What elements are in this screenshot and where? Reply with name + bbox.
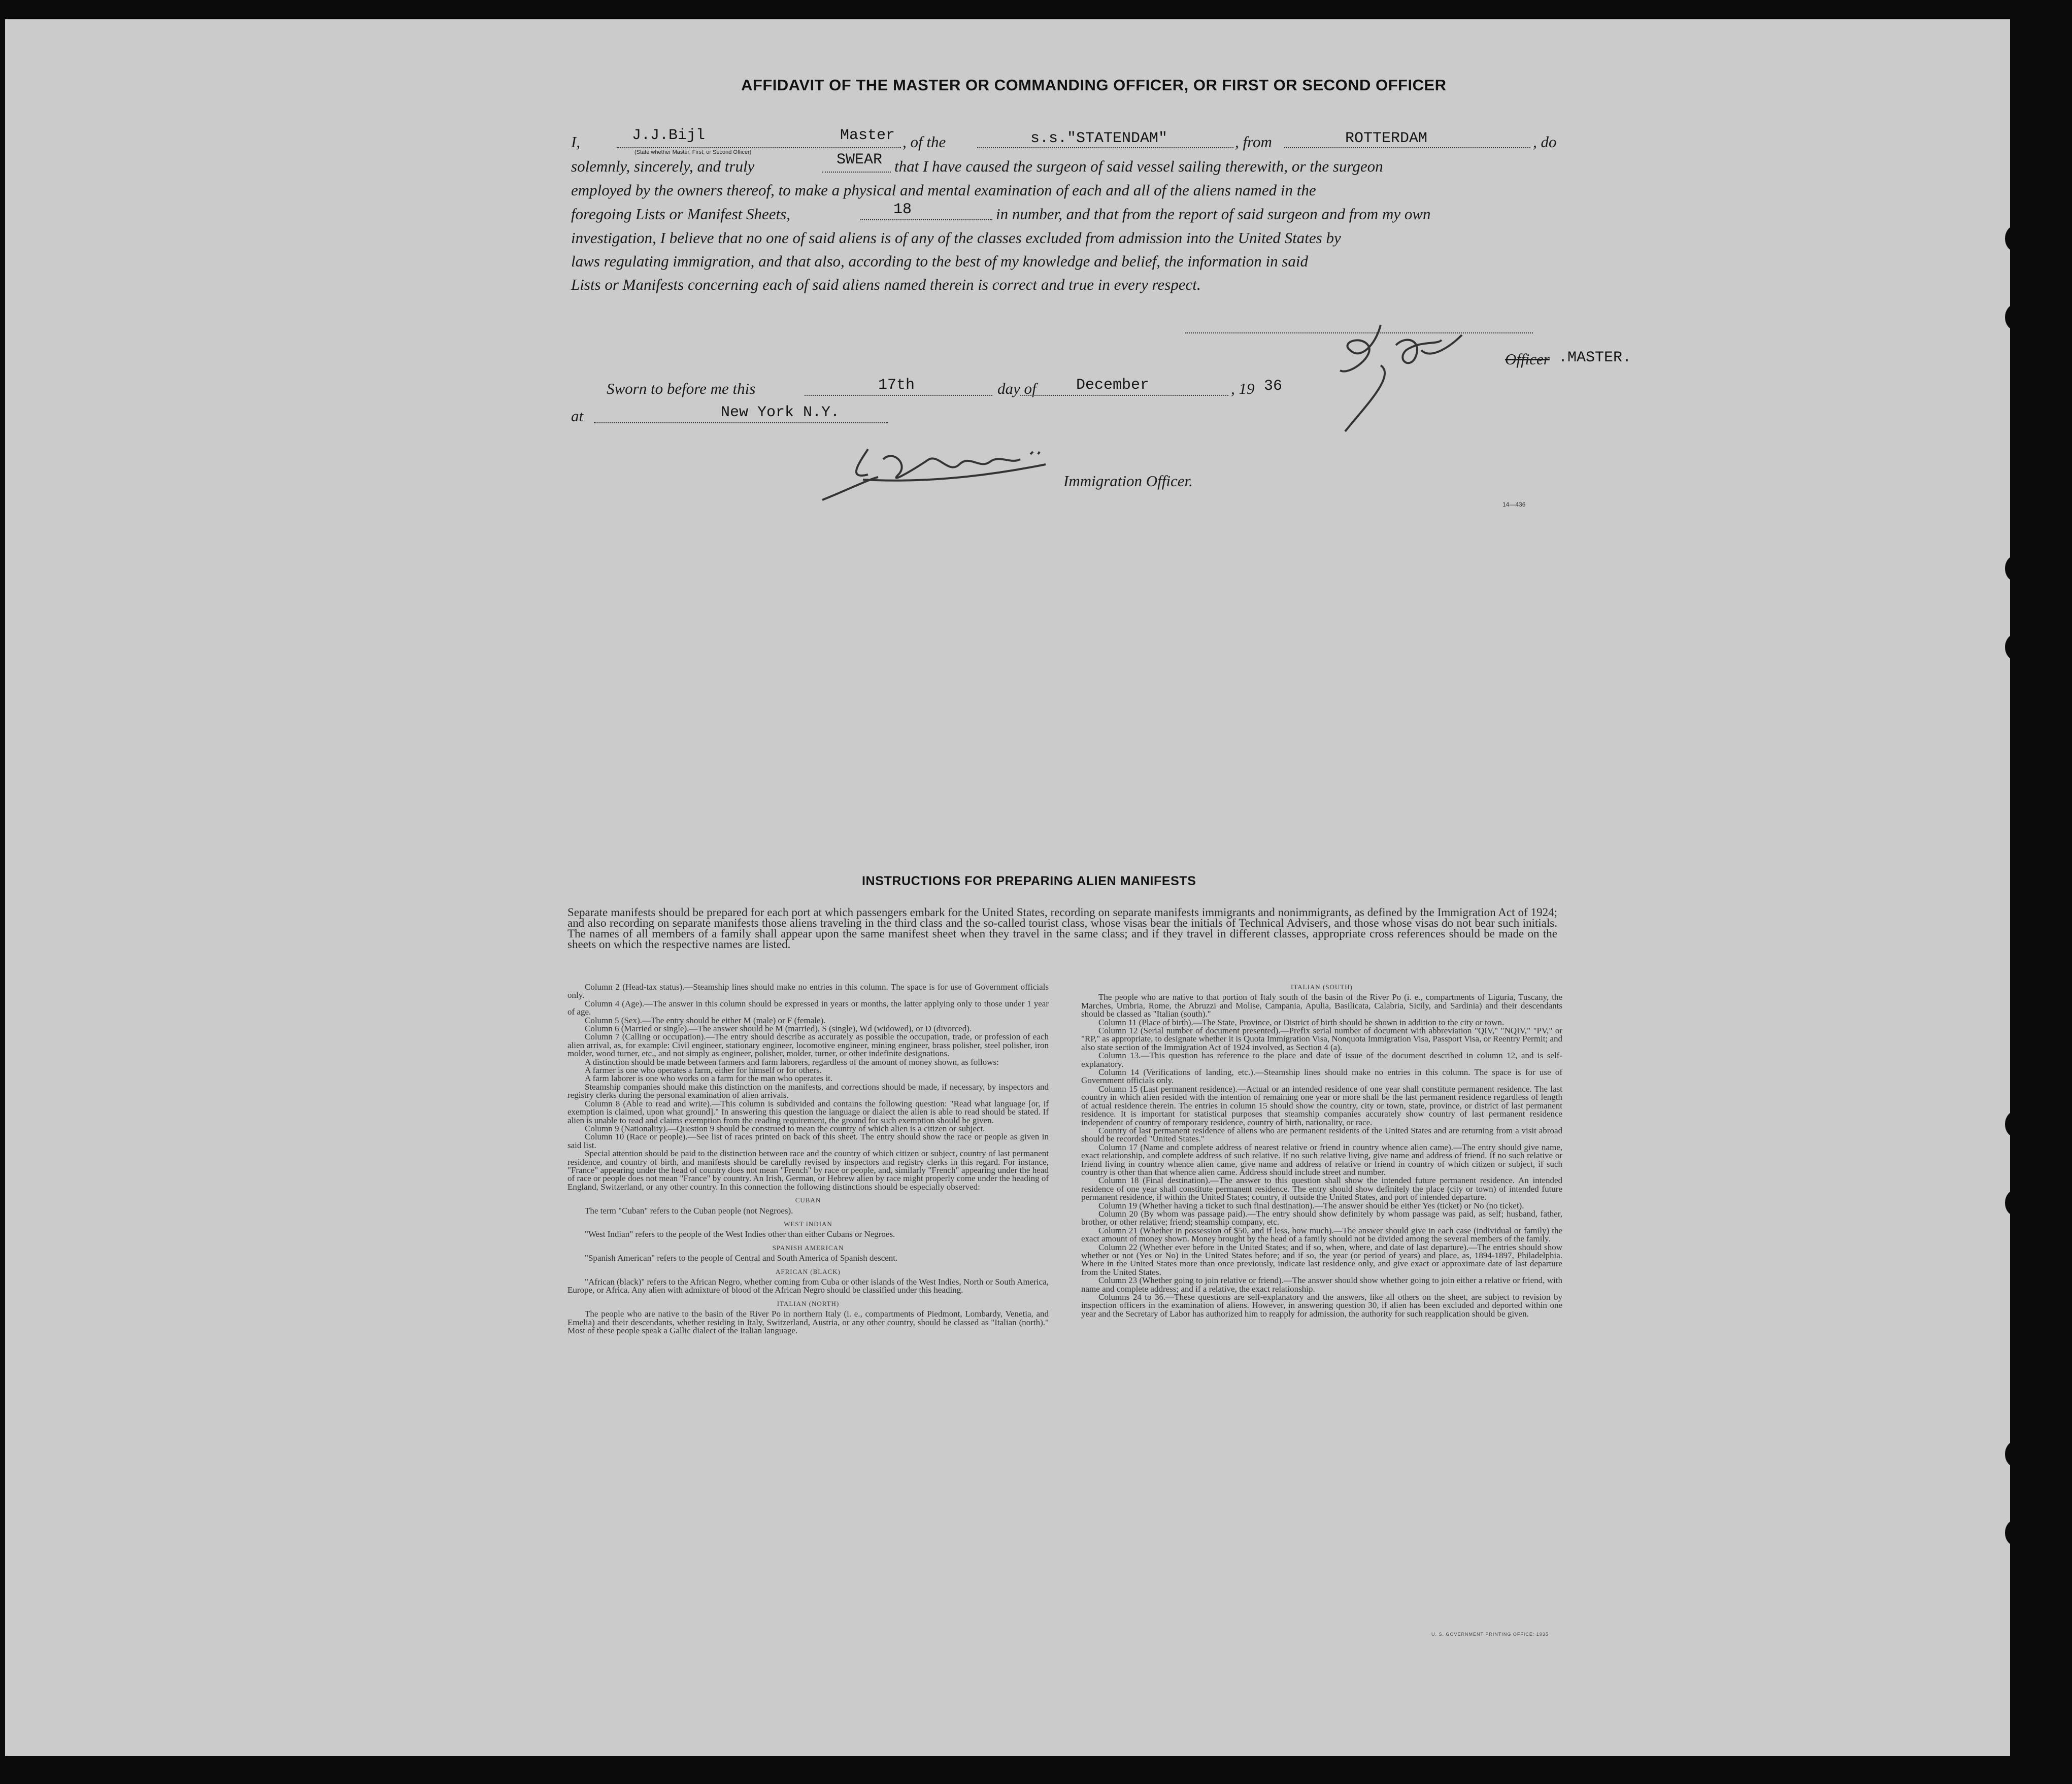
instruction-paragraph: "African (black)" refers to the African Negro, whether coming from Cuba or other islands of the West Indies, North or South America, Europe, or Africa. Any alien with admixture of blood of the African Negro should be classified under this heading. [567, 1277, 1049, 1295]
instruction-paragraph: Column 22 (Whether ever before in the United States; and if so, when, where, and date of last departure).—The entries should show whether or not (Yes or No) in the United States before; and if so, the year (or period of years) and place, as, 1894-1897, Philadelphia. Where in the United States more than once previously, indicate last residence only, and give exact or approximate date of last departure from the United States. [1081, 1242, 1562, 1277]
year-prefix: , 19 [1231, 380, 1255, 397]
instruction-paragraph: Column 2 (Head-tax status).—Steamship lines should make no entries in this column. The space is for use of Government officials only. [567, 982, 1049, 1000]
instruction-paragraph: Column 19 (Whether having a ticket to such final destination).—The answer should be either Yes (ticket) or No (no ticket). [1098, 1200, 1524, 1210]
affidavit-line-4b: in number, and that from the report of said surgeon and from my own [996, 205, 1431, 223]
instructions-title: INSTRUCTIONS FOR PREPARING ALIEN MANIFESTS [862, 874, 1196, 888]
instruction-paragraph: Columns 24 to 36.—These questions are self-explanatory and the answers, like all others on the sheet, are subject to revision by inspection officers in the examination of aliens. However, in answering question 30, if alien has been excluded and deported within one year and the Secretary of Labor has authorized him to reapply for admission, the authority for such reapplication should be given. [1081, 1292, 1562, 1319]
punch-hole [2005, 556, 2024, 581]
instruction-paragraph: Column 12 (Serial number of document presented).—Prefix serial number of document with abbreviation "QIV," "NQIV," "PV," or "RP," as appropriate, to designate whether it is Quota Immigration Visa, Nonquota Immigration Visa, Passport Visa, or Reentry Permit; and also state section of the Immigration Act of 1924 involved, as Section 4 (a). [1081, 1026, 1562, 1052]
sworn-month: December [1076, 377, 1150, 394]
instruction-paragraph: Column 20 (By whom was passage paid).—The entry should show definitely by whom passage was paid, as self; husband, father, brother, or other relative; friend; steamship company, etc. [1081, 1208, 1562, 1227]
punch-hole [2005, 1441, 2024, 1467]
master-signature [1320, 315, 1482, 447]
punch-hole [2005, 1112, 2024, 1137]
instruction-paragraph: Column 11 (Place of birth).—The State, Province, or District of birth should be shown in addition to the city or town. [1098, 1017, 1505, 1027]
instruction-paragraph: Column 10 (Race or people).—See list of races printed on back of this sheet. The entry should show the race or people as given in said list. [567, 1132, 1049, 1150]
instruction-paragraph: A farmer is one who operates a farm, either for himself or for others. [585, 1065, 822, 1075]
sworn-day: 17th [878, 377, 915, 394]
instruction-paragraph: Column 9 (Nationality).—Question 9 should be construed to mean the country of which alien is a citizen or subject. [585, 1123, 985, 1133]
instruction-paragraph: Column 21 (Whether in possession of $50, and if less, how much).—The answer should give in each case (individual or family) the exact amount of money shown. Money brought by the head of a family should not be divided among the several members of the family. [1081, 1225, 1562, 1244]
section-heading: SPANISH AMERICAN [772, 1243, 844, 1252]
instruction-paragraph: Steamship companies should make this distinction on the manifests, and corrections should be made, if necessary, by inspectors and registry clerks during the personal examination of alien arrivals. [567, 1082, 1049, 1100]
at-label: at [571, 407, 584, 425]
affidavit-line-2: that I have caused the surgeon of said vessel sailing therewith, or the surgeon [894, 157, 1383, 175]
instruction-paragraph: Column 15 (Last permanent residence).—Actual or an intended residence of one year shall constitute permanent residence. The last country in which alien resided with the intention of remaining one year or more shall be the last permanent residence regardless of length of actual residence therein. The entries in column 15 should show the country, city or town, state, province, or district of last permanent residence. It is important for statistical purposes that steamship companies accurately show country of last permanent residence independent of country of temporary residence, country of birth, nationality, or race. [1081, 1084, 1562, 1127]
instruction-paragraph: Column 7 (Calling or occupation).—The entry should describe as accurately as possible the occupation, trade, or profession of each alien arrival, as, for example: Civil engineer, stationary engineer, locomotive engineer, mining engineer, brass polisher, steel polisher, iron molder, wood turner, etc., and not simply as engineer, polisher, molder, turner, or other indefinite designations. [567, 1032, 1049, 1059]
instruction-paragraph: "West Indian" refers to the people of the West Indies other than either Cubans or Negroes. [585, 1229, 895, 1239]
affidavit-line-3: employed by the owners thereof, to make a physical and mental examination of each and all of the aliens named in the [571, 181, 1316, 199]
instruction-paragraph: "Spanish American" refers to the people of Central and South America of Spanish descent. [585, 1253, 898, 1263]
instruction-paragraph: Column 13.—This question has reference to the place and date of issue of the document described in column 12, and is self-explanatory. [1081, 1051, 1562, 1069]
instruction-paragraph: A distinction should be made between farmers and farm laborers, regardless of the amount of money shown, as follows: [585, 1057, 999, 1067]
rank-hint: (State whether Master, First, or Second Officer) [634, 149, 752, 155]
immigration-officer-signature [807, 434, 1101, 510]
punch-hole [2005, 226, 2024, 251]
oath-word: SWEAR [837, 151, 883, 169]
punch-hole [2005, 305, 2024, 330]
instruction-paragraph: Country of last permanent residence of aliens who are permanent residents of the United States and are returning from a visit abroad should be recorded "United States." [1081, 1125, 1562, 1144]
from-label: , from [1235, 133, 1272, 151]
instructions-right-column [1081, 983, 1562, 1318]
instruction-paragraph: Column 17 (Name and complete address of nearest relative or friend in country whence alien came).—The entry should give name, exact relationship, and complete address of such relative. If no such relative living, give name and address of friend. If no such relative or friend living in country whence alien came, give name and address of relative or friend in country of which citizen or subject, if such country is other than that whence alien came. Address should include street and number. [1081, 1142, 1562, 1177]
solemnly-text: solemnly, sincerely, and truly [571, 157, 755, 175]
vessel-name: s.s."STATENDAM" [1030, 130, 1168, 147]
instruction-paragraph: The people who are native to the basin of the River Po in northern Italy (i. e., compartments of Piedmont, Lombardy, Venetia, and Emelia) and their descendants, whether residing in Italy, Switzerland, Austria, or any other country, should be classed as "Italian (north)." Most of these people speak a Gallic dialect of the Italian language. [567, 1309, 1049, 1336]
sworn-year: 36 [1264, 378, 1283, 395]
instruction-paragraph: Column 18 (Final destination).—The answer to this question shall show the intended future permanent residence. An intended residence of one year shall constitute permanent residence. The entry should show definitely the place (city or town) of intended future permanent residence, if within the United States; country, if outside the United States, and port of intended departure. [1081, 1175, 1562, 1202]
of-the-label: , of the [903, 133, 946, 151]
instruction-paragraph: A farm laborer is one who works on a farm for the man who operates it. [585, 1073, 833, 1084]
instruction-paragraph: Column 8 (Able to read and write).—This column is subdivided and contains the following question: "Read what language [or, if exemption is claimed, upon what ground]." In answering this question the language or dialect the alien is able to read should be stated. If alien is unable to read and claims exemption from the reading requirement, the ground for such exemption should be given. [567, 1098, 1049, 1125]
punch-hole [2005, 1520, 2024, 1545]
instruction-paragraph: Column 23 (Whether going to join relative or friend).—The answer should show whether going to join either a relative or friend, with name and complete address; and if a relative, the exact relationship. [1081, 1275, 1562, 1294]
affidavit-title: AFFIDAVIT OF THE MASTER OR COMMANDING OFFICER, OR FIRST OR SECOND OFFICER [741, 76, 1447, 94]
sworn-label: Sworn to before me this [607, 380, 756, 397]
form-number: 14—436 [1502, 501, 1526, 508]
instructions-left-column [567, 983, 1049, 1335]
printer-imprint: U. S. GOVERNMENT PRINTING OFFICE: 1935 [1431, 1632, 1549, 1637]
section-heading: AFRICAN (BLACK) [775, 1267, 841, 1275]
section-heading: CUBAN [795, 1196, 821, 1204]
officer-title: .MASTER. [1558, 349, 1632, 366]
punch-hole [2005, 634, 2024, 660]
affidavit-line-7: Lists or Manifests concerning each of said aliens named therein is correct and true in every respect. [571, 276, 1201, 293]
section-heading: ITALIAN (SOUTH) [1291, 983, 1353, 991]
punch-hole [2005, 1190, 2024, 1216]
affidavit-line-4a: foregoing Lists or Manifest Sheets, [571, 205, 790, 223]
affidavit-line-5: investigation, I believe that no one of said aliens is of any of the classes excluded from admission into the United States by [571, 229, 1341, 247]
officer-rank: Master [840, 127, 895, 144]
instructions-intro: Separate manifests should be prepared for each port at which passengers embark for the United States, recording on separate manifests immigrants and nonimmigrants, as defined by the Immigration Act of 1924; and also recording on separate manifests those aliens traveling in the third class and the so-called tourist class, whose visas bear the initials of Technical Advisers, and those whose visas do not bear such initials. The names of all members of a family shall appear upon the same manifest sheet when they travel in the same class; and if they travel in different classes, appropriate cross references should be made on the sheets on which the respective names are listed. [567, 906, 1557, 951]
section-heading: ITALIAN (NORTH) [777, 1299, 840, 1307]
affidavit-line-6: laws regulating immigration, and that also, according to the best of my knowledge and belief, the information in said [571, 252, 1309, 270]
officer-name: J.J.Bijl [632, 127, 706, 144]
day-of-label: day of [997, 380, 1037, 397]
instruction-paragraph: Column 14 (Verifications of landing, etc.).—Steamship lines should make no entries in this column. The space is for use of Government officials only. [1081, 1067, 1562, 1086]
instruction-paragraph: The term "Cuban" refers to the Cuban people (not Negroes). [585, 1205, 793, 1216]
do-label: , do [1533, 133, 1557, 151]
instruction-paragraph: Special attention should be paid to the distinction between race and the country of which citizen or subject, country of last permanent residence, and country of birth, and manifests should be carefully revised by inspectors and registry clerks in this regard. For instance, "France" appearing under the head of country does not mean "French" by race or people, and, similarly "French" appearing under the head of race or people does not mean "France" by country. An Irish, German, or Hebrew alien by race might properly come under the heading of England, Switzerland, or any other country. In this connection the following distinctions should be especially observed: [567, 1149, 1049, 1192]
i-label: I, [571, 133, 581, 151]
instruction-paragraph: The people who are native to that portion of Italy south of the basin of the River Po (i. e., compartments of Liguria, Tuscany, the Marches, Umbria, Rome, the Abruzzi and Molise, Campania, Apulia, Basilicata, Calabria, Sicily, and Sardinia) and their descendants should be classed as "Italian (south)." [1081, 992, 1562, 1019]
sheet-count: 18 [893, 201, 912, 218]
sworn-place: New York N.Y. [721, 404, 840, 421]
section-heading: WEST INDIAN [784, 1220, 832, 1228]
instruction-paragraph: Column 5 (Sex).—The entry should be either M (male) or F (female). [585, 1015, 826, 1025]
immigration-officer-label: Immigration Officer. [1063, 472, 1193, 490]
scan-border [2023, 0, 2072, 1784]
officer-struck: Officer [1505, 350, 1550, 368]
instruction-paragraph: Column 4 (Age).—The answer in this column should be expressed in years or months, the latter applying only to those under 1 year of age. [567, 998, 1049, 1017]
departure-port: ROTTERDAM [1345, 130, 1428, 147]
instruction-paragraph: Column 6 (Married or single).—The answer should be M (married), S (single), Wd (widowed), or D (divorced). [585, 1024, 972, 1034]
